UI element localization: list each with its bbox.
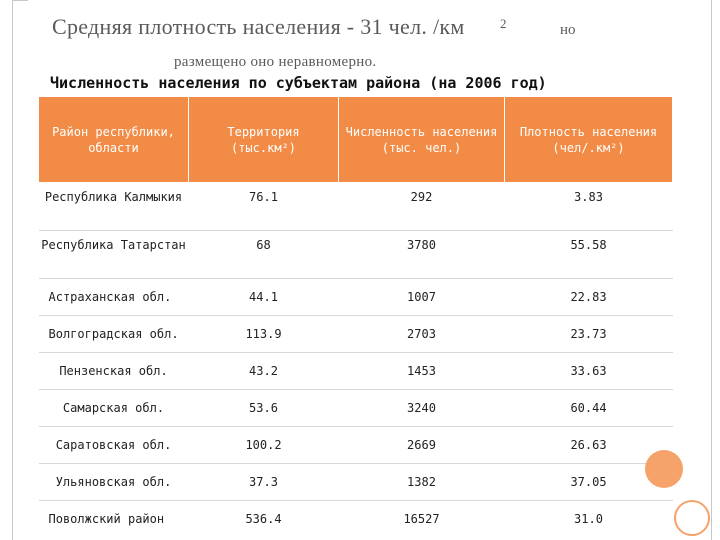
cell-density: 26.63 — [505, 427, 673, 464]
title-superscript: 2 — [500, 16, 507, 31]
cell-region: Астраханская обл. — [39, 279, 189, 316]
table-row — [39, 183, 673, 231]
cell-population: 2669 — [339, 427, 505, 464]
cell-density: 23.73 — [505, 316, 673, 353]
cell-density: 37.05 — [505, 464, 673, 501]
header-population: Численность населения (тыс. чел.) — [339, 97, 505, 183]
cell-population: 2703 — [339, 316, 505, 353]
table-row — [39, 464, 673, 501]
table-row — [39, 231, 673, 279]
table-caption: Численность населения по субъектам района (на 2006 год) — [50, 74, 547, 92]
slide-title — [52, 14, 612, 70]
population-table — [38, 96, 673, 538]
title-line-2: размещено оно неравномерно. — [174, 54, 377, 70]
frame-line-right — [711, 0, 712, 540]
cell-region: Республика Калмыкия — [39, 183, 189, 231]
table-row-total — [39, 501, 673, 538]
frame-line-left — [12, 0, 13, 540]
cell-region: Саратовская обл. — [39, 427, 189, 464]
cell-region: Ульяновская обл. — [39, 464, 189, 501]
cell-region: Поволжский район — [39, 501, 189, 538]
cell-territory: 53.6 — [189, 390, 339, 427]
cell-region: Республика Татарстан — [39, 231, 189, 279]
cell-region: Пензенская обл. — [39, 353, 189, 390]
cell-population: 1382 — [339, 464, 505, 501]
table-row — [39, 279, 673, 316]
table-header-row — [39, 97, 673, 183]
header-region: Район республики, области — [39, 97, 189, 183]
decorative-circle-filled — [645, 450, 683, 488]
cell-territory: 37.3 — [189, 464, 339, 501]
cell-territory: 100.2 — [189, 427, 339, 464]
cell-territory: 76.1 — [189, 183, 339, 231]
cell-territory: 536.4 — [189, 501, 339, 538]
cell-region: Самарская обл. — [39, 390, 189, 427]
cell-population: 292 — [339, 183, 505, 231]
cell-population: 16527 — [339, 501, 505, 538]
table-row — [39, 390, 673, 427]
header-density: Плотность населения (чел/.км²) — [505, 97, 673, 183]
cell-territory: 43.2 — [189, 353, 339, 390]
cell-density: 55.58 — [505, 231, 673, 279]
cell-territory: 113.9 — [189, 316, 339, 353]
cell-territory: 44.1 — [189, 279, 339, 316]
decorative-circle-outline — [674, 500, 710, 536]
title-line-1 — [52, 14, 612, 48]
table-row — [39, 427, 673, 464]
cell-population: 1453 — [339, 353, 505, 390]
cell-territory: 68 — [189, 231, 339, 279]
cell-density: 3.83 — [505, 183, 673, 231]
cell-region: Волгоградская обл. — [39, 316, 189, 353]
cell-density: 60.44 — [505, 390, 673, 427]
frame-line-top — [12, 0, 28, 1]
cell-density: 31.0 — [505, 501, 673, 538]
title-main-text: Средняя плотность населения - 31 чел. /км — [52, 14, 465, 39]
title-tail-text: но — [560, 22, 576, 38]
table-row — [39, 353, 673, 390]
cell-density: 33.63 — [505, 353, 673, 390]
cell-density: 22.83 — [505, 279, 673, 316]
cell-population: 1007 — [339, 279, 505, 316]
cell-population: 3240 — [339, 390, 505, 427]
table-row — [39, 316, 673, 353]
header-territory: Территория (тыс.км²) — [189, 97, 339, 183]
cell-population: 3780 — [339, 231, 505, 279]
